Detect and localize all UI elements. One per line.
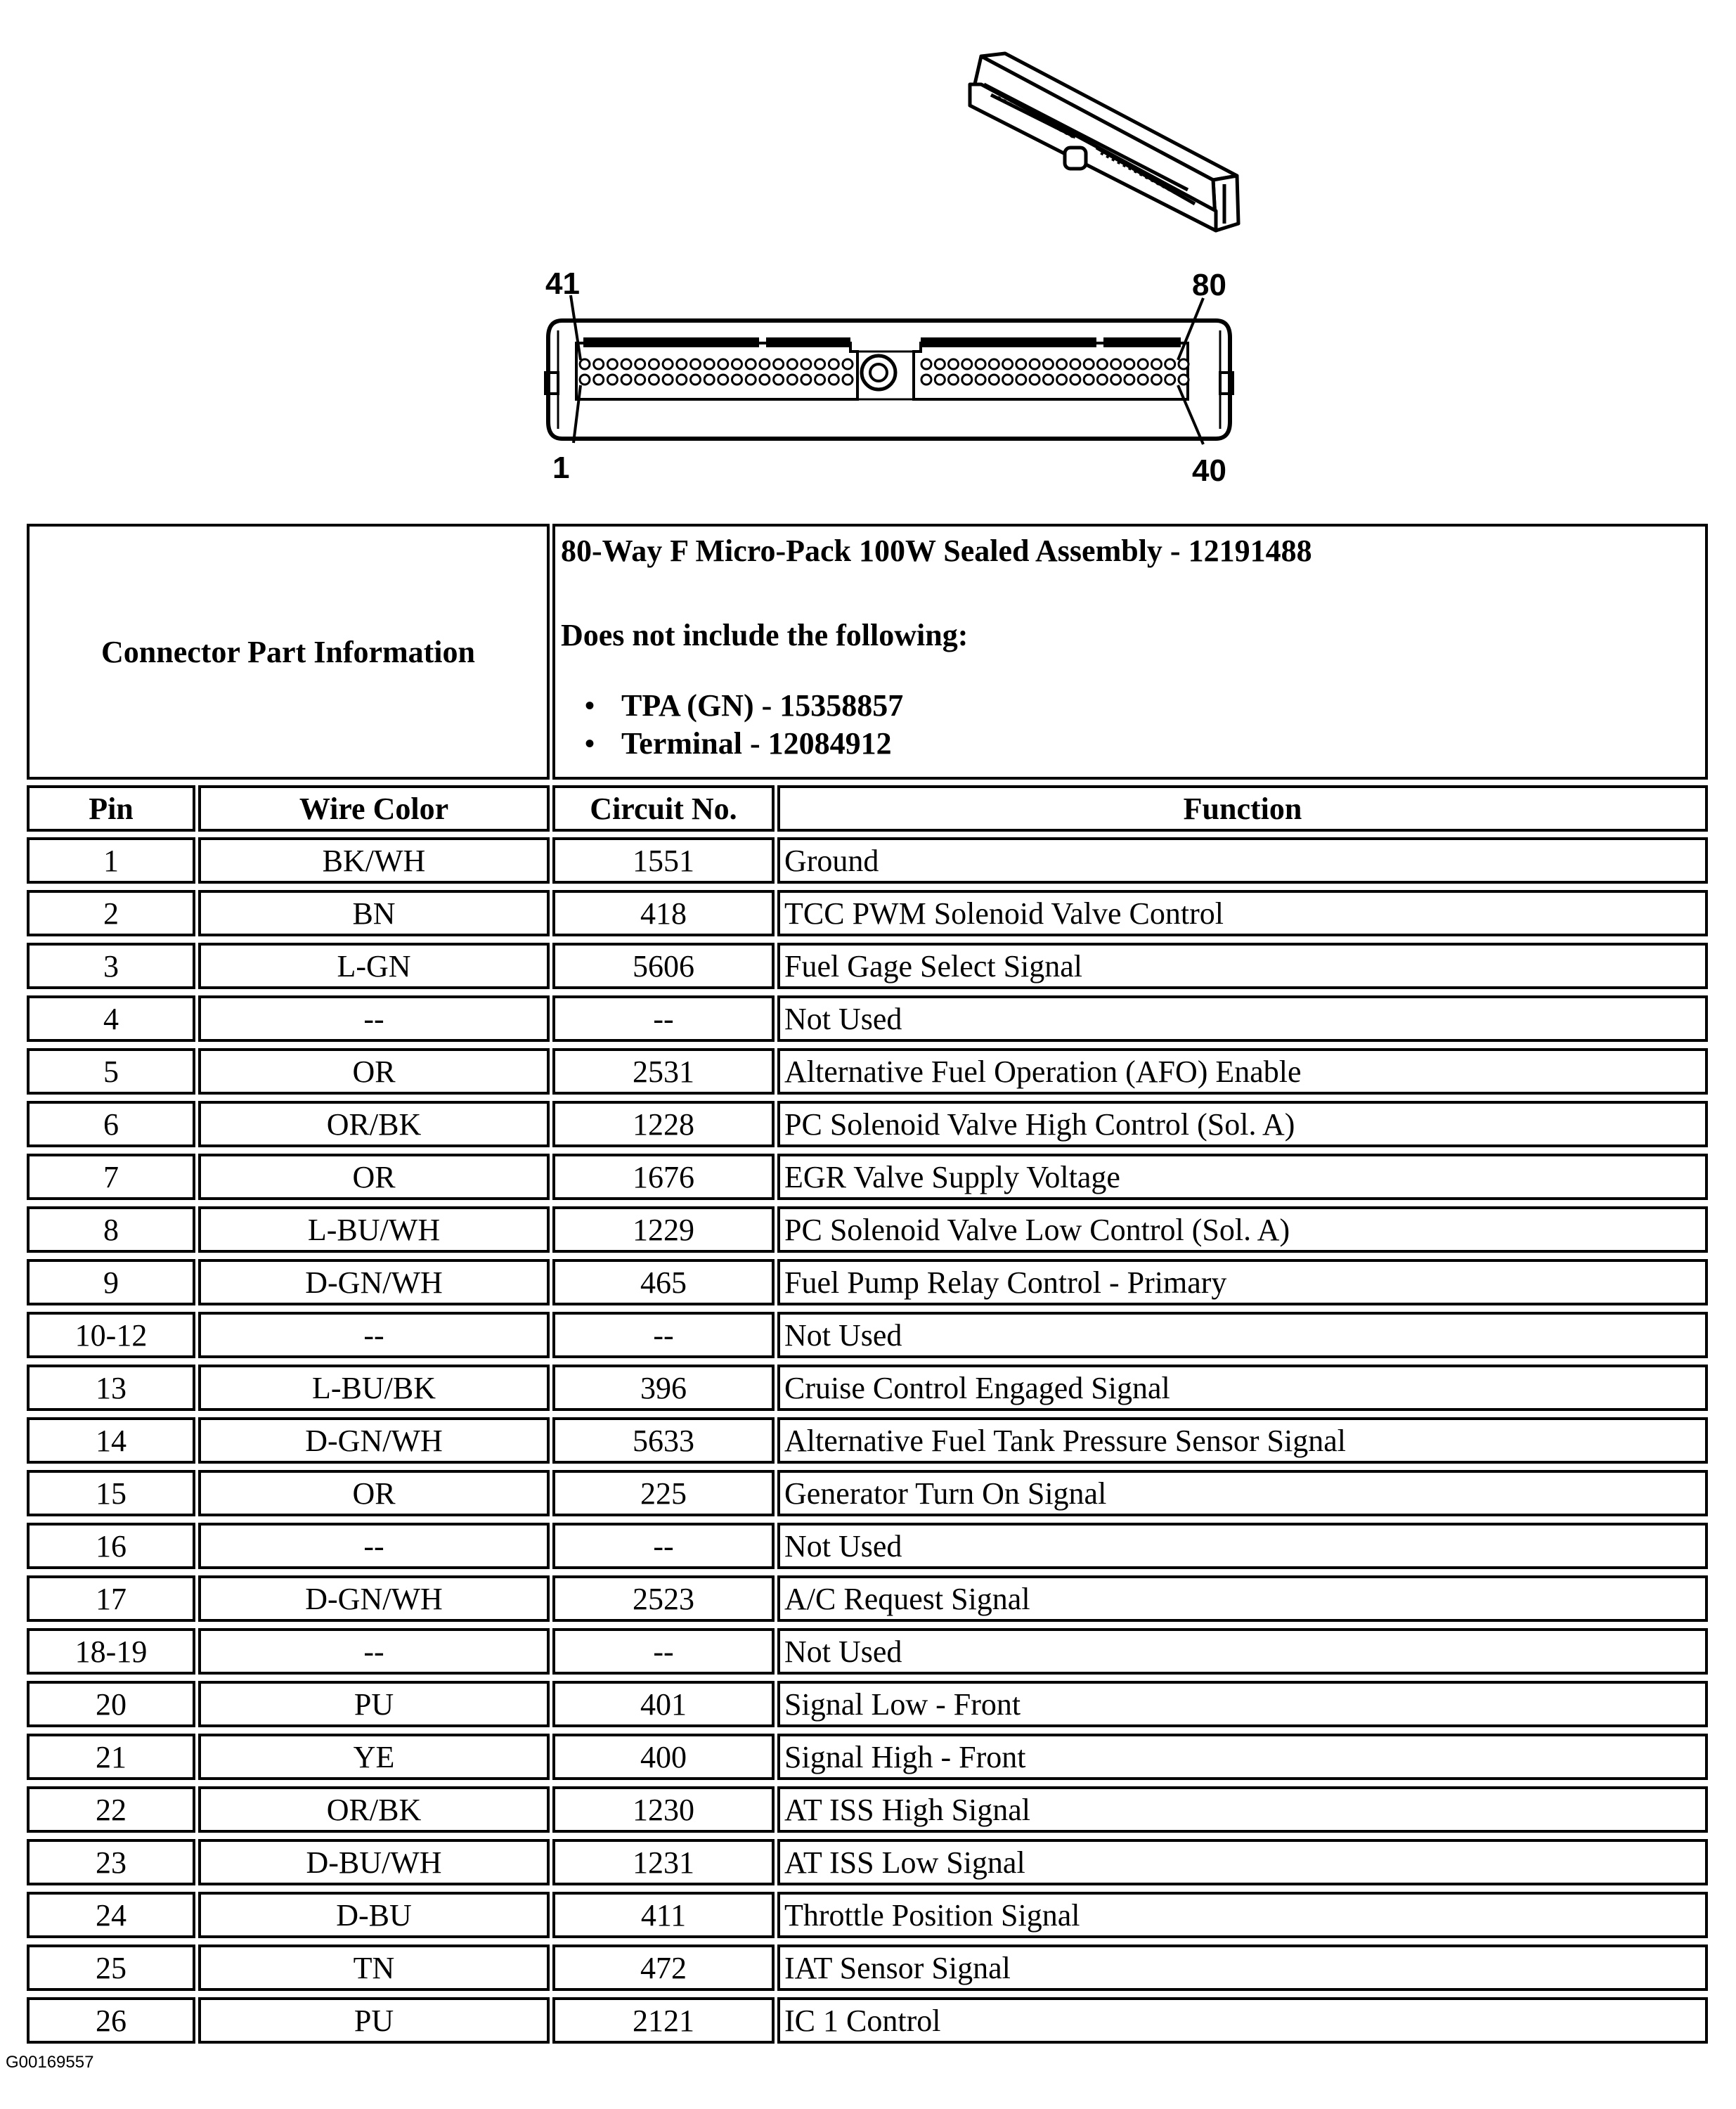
pin-cell: 22 bbox=[27, 1786, 195, 1833]
pin-hole bbox=[962, 359, 972, 369]
function-cell: A/C Request Signal bbox=[777, 1575, 1708, 1622]
function-cell: Fuel Pump Relay Control - Primary bbox=[777, 1259, 1708, 1305]
wire-color-cell: D-BU bbox=[198, 1892, 550, 1938]
circuit-cell: 2121 bbox=[552, 1997, 775, 2044]
pin-hole bbox=[829, 375, 838, 385]
function-cell: PC Solenoid Valve High Control (Sol. A) bbox=[777, 1101, 1708, 1147]
pin-hole bbox=[1152, 375, 1162, 385]
circuit-cell: 401 bbox=[552, 1681, 775, 1727]
pin-hole bbox=[787, 359, 797, 369]
pin-hole bbox=[1152, 359, 1162, 369]
pin-hole bbox=[774, 359, 784, 369]
wire-color-cell: OR/BK bbox=[198, 1786, 550, 1833]
pin-hole bbox=[1084, 359, 1094, 369]
pin-hole bbox=[691, 375, 701, 385]
function-cell: PC Solenoid Valve Low Control (Sol. A) bbox=[777, 1206, 1708, 1253]
circuit-cell: 225 bbox=[552, 1470, 775, 1516]
pin-hole bbox=[746, 359, 756, 369]
pin-hole bbox=[1030, 375, 1039, 385]
pinout-table bbox=[27, 524, 1708, 2050]
pin-cell: 6 bbox=[27, 1101, 195, 1147]
wire-color-cell: -- bbox=[198, 1628, 550, 1675]
header-wire-color: Wire Color bbox=[198, 785, 550, 832]
function-cell: TCC PWM Solenoid Valve Control bbox=[777, 890, 1708, 936]
circuit-cell: -- bbox=[552, 1628, 775, 1675]
circuit-cell: 5606 bbox=[552, 943, 775, 989]
pin-hole bbox=[677, 375, 687, 385]
pin-hole bbox=[1165, 375, 1175, 385]
pin-cell: 21 bbox=[27, 1734, 195, 1780]
pin-hole bbox=[1016, 375, 1026, 385]
pin-cell: 10-12 bbox=[27, 1312, 195, 1358]
pin-hole bbox=[1179, 375, 1188, 385]
pin-hole bbox=[1043, 375, 1053, 385]
pin-hole bbox=[1097, 359, 1107, 369]
connector-pin-holes bbox=[580, 359, 1188, 385]
pin-hole bbox=[1043, 359, 1053, 369]
function-cell: Throttle Position Signal bbox=[777, 1892, 1708, 1938]
connector-3d-illustration bbox=[970, 53, 1238, 231]
circuit-cell: 465 bbox=[552, 1259, 775, 1305]
pin-cell: 18-19 bbox=[27, 1628, 195, 1675]
pin-hole bbox=[732, 375, 742, 385]
excluded-items-list bbox=[561, 687, 903, 763]
pin-cell: 15 bbox=[27, 1470, 195, 1516]
wire-color-cell: PU bbox=[198, 1681, 550, 1727]
wire-color-cell: OR bbox=[198, 1470, 550, 1516]
function-cell: IC 1 Control bbox=[777, 1997, 1708, 2044]
pin-hole bbox=[594, 359, 604, 369]
circuit-cell: 1231 bbox=[552, 1839, 775, 1885]
circuit-cell: -- bbox=[552, 995, 775, 1042]
function-cell: Ground bbox=[777, 837, 1708, 884]
pin-hole bbox=[607, 375, 617, 385]
pin-hole bbox=[663, 359, 673, 369]
pin-hole bbox=[732, 359, 742, 369]
circuit-cell: 1228 bbox=[552, 1101, 775, 1147]
pin-hole bbox=[704, 375, 714, 385]
wire-color-cell: PU bbox=[198, 1997, 550, 2044]
pin-hole bbox=[921, 359, 931, 369]
pin-hole bbox=[1138, 359, 1148, 369]
circuit-cell: -- bbox=[552, 1312, 775, 1358]
pin-cell: 1 bbox=[27, 837, 195, 884]
pin-hole bbox=[1070, 375, 1080, 385]
pin-hole bbox=[1003, 359, 1013, 369]
circuit-cell: -- bbox=[552, 1523, 775, 1569]
function-cell: Not Used bbox=[777, 995, 1708, 1042]
pin-cell: 4 bbox=[27, 995, 195, 1042]
pin-hole bbox=[580, 375, 590, 385]
function-cell: AT ISS Low Signal bbox=[777, 1839, 1708, 1885]
function-cell: Signal Low - Front bbox=[777, 1681, 1708, 1727]
pin-hole bbox=[1003, 375, 1013, 385]
circuit-cell: 396 bbox=[552, 1365, 775, 1411]
pin-hole bbox=[921, 375, 931, 385]
pin-hole bbox=[607, 359, 617, 369]
pin-label-41: 41 bbox=[545, 266, 580, 301]
pin-hole bbox=[1070, 359, 1080, 369]
pin-hole bbox=[989, 359, 999, 369]
pin-label-1: 1 bbox=[552, 451, 570, 485]
pin-cell: 5 bbox=[27, 1048, 195, 1095]
pin-hole bbox=[829, 359, 838, 369]
pin-label-40: 40 bbox=[1192, 453, 1226, 488]
pin-hole bbox=[801, 359, 811, 369]
pin-hole bbox=[949, 359, 959, 369]
pin-cell: 23 bbox=[27, 1839, 195, 1885]
function-cell: Generator Turn On Signal bbox=[777, 1470, 1708, 1516]
pin-cell: 20 bbox=[27, 1681, 195, 1727]
connector-info-value bbox=[552, 524, 1708, 780]
pin-hole bbox=[1111, 359, 1121, 369]
wire-color-cell: L-BU/BK bbox=[198, 1365, 550, 1411]
pin-hole bbox=[1097, 375, 1107, 385]
pin-hole bbox=[1057, 359, 1067, 369]
function-cell: Cruise Control Engaged Signal bbox=[777, 1365, 1708, 1411]
function-cell: Signal High - Front bbox=[777, 1734, 1708, 1780]
pin-cell: 26 bbox=[27, 1997, 195, 2044]
connector-latch-bars bbox=[583, 337, 1181, 347]
header-circuit-no: Circuit No. bbox=[552, 785, 775, 832]
wire-color-cell: D-GN/WH bbox=[198, 1417, 550, 1464]
pin-hole bbox=[949, 375, 959, 385]
circuit-cell: 411 bbox=[552, 1892, 775, 1938]
circuit-cell: 2523 bbox=[552, 1575, 775, 1622]
pin-hole bbox=[1179, 359, 1188, 369]
pin-cell: 2 bbox=[27, 890, 195, 936]
excluded-item: • TPA (GN) - 15358857 bbox=[621, 687, 903, 725]
wire-color-cell: D-GN/WH bbox=[198, 1575, 550, 1622]
excluded-item: • Terminal - 12084912 bbox=[621, 725, 903, 763]
pin-hole bbox=[677, 359, 687, 369]
pin-hole bbox=[691, 359, 701, 369]
pin-hole bbox=[760, 359, 770, 369]
pin-hole bbox=[935, 375, 945, 385]
pin-hole bbox=[815, 359, 825, 369]
pin-hole bbox=[718, 359, 728, 369]
function-cell: Not Used bbox=[777, 1628, 1708, 1675]
wire-color-cell: D-BU/WH bbox=[198, 1839, 550, 1885]
figure-code: G00169557 bbox=[6, 2053, 94, 2072]
connector-info-label: Connector Part Information bbox=[27, 524, 550, 780]
circuit-cell: 2531 bbox=[552, 1048, 775, 1095]
connector-diagram bbox=[0, 0, 1736, 520]
wire-color-cell: BN bbox=[198, 890, 550, 936]
circuit-cell: 1676 bbox=[552, 1154, 775, 1200]
pin-cell: 16 bbox=[27, 1523, 195, 1569]
pin-hole bbox=[649, 359, 659, 369]
function-cell: Not Used bbox=[777, 1312, 1708, 1358]
pin-hole bbox=[663, 375, 673, 385]
circuit-cell: 1230 bbox=[552, 1786, 775, 1833]
pin-hole bbox=[1030, 359, 1039, 369]
wire-color-cell: TN bbox=[198, 1944, 550, 1991]
pin-hole bbox=[962, 375, 972, 385]
pin-hole bbox=[801, 375, 811, 385]
pin-hole bbox=[594, 375, 604, 385]
wire-color-cell: OR bbox=[198, 1154, 550, 1200]
circuit-cell: 472 bbox=[552, 1944, 775, 1991]
pin-hole bbox=[843, 375, 853, 385]
function-cell: Not Used bbox=[777, 1523, 1708, 1569]
pin-hole bbox=[718, 375, 728, 385]
function-cell: Fuel Gage Select Signal bbox=[777, 943, 1708, 989]
pin-cell: 25 bbox=[27, 1944, 195, 1991]
header-function: Function bbox=[777, 785, 1708, 832]
pin-cell: 7 bbox=[27, 1154, 195, 1200]
pin-hole bbox=[989, 375, 999, 385]
function-cell: IAT Sensor Signal bbox=[777, 1944, 1708, 1991]
pin-hole bbox=[1084, 375, 1094, 385]
pin-hole bbox=[704, 359, 714, 369]
wire-color-cell: OR/BK bbox=[198, 1101, 550, 1147]
wire-color-cell: YE bbox=[198, 1734, 550, 1780]
pin-hole bbox=[1111, 375, 1121, 385]
pin-hole bbox=[1165, 359, 1175, 369]
wire-color-cell: -- bbox=[198, 1523, 550, 1569]
wire-color-cell: OR bbox=[198, 1048, 550, 1095]
pin-cell: 13 bbox=[27, 1365, 195, 1411]
pin-cell: 24 bbox=[27, 1892, 195, 1938]
function-cell: Alternative Fuel Operation (AFO) Enable bbox=[777, 1048, 1708, 1095]
pin-hole bbox=[635, 375, 645, 385]
pin-cell: 8 bbox=[27, 1206, 195, 1253]
wire-color-cell: -- bbox=[198, 995, 550, 1042]
pin-hole bbox=[935, 359, 945, 369]
pin-hole bbox=[760, 375, 770, 385]
header-pin: Pin bbox=[27, 785, 195, 832]
pin-hole bbox=[635, 359, 645, 369]
pin-hole bbox=[976, 375, 985, 385]
pin-hole bbox=[815, 375, 825, 385]
wire-color-cell: D-GN/WH bbox=[198, 1259, 550, 1305]
wire-color-cell: -- bbox=[198, 1312, 550, 1358]
wire-color-cell: L-GN bbox=[198, 943, 550, 989]
assembly-name: 80-Way F Micro-Pack 100W Sealed Assembly - 12191488 bbox=[561, 534, 1312, 568]
pin-hole bbox=[1125, 375, 1134, 385]
circuit-cell: 418 bbox=[552, 890, 775, 936]
pin-hole bbox=[774, 375, 784, 385]
pin-cell: 3 bbox=[27, 943, 195, 989]
circuit-cell: 5633 bbox=[552, 1417, 775, 1464]
circuit-cell: 1229 bbox=[552, 1206, 775, 1253]
pin-hole bbox=[580, 359, 590, 369]
pin-hole bbox=[649, 375, 659, 385]
circuit-cell: 400 bbox=[552, 1734, 775, 1780]
pin-cell: 17 bbox=[27, 1575, 195, 1622]
pin-hole bbox=[746, 375, 756, 385]
function-cell: AT ISS High Signal bbox=[777, 1786, 1708, 1833]
circuit-cell: 1551 bbox=[552, 837, 775, 884]
pin-hole bbox=[1125, 359, 1134, 369]
pin-cell: 14 bbox=[27, 1417, 195, 1464]
pin-hole bbox=[843, 359, 853, 369]
pin-label-80: 80 bbox=[1192, 268, 1226, 302]
pin-hole bbox=[621, 375, 631, 385]
pin-cell: 9 bbox=[27, 1259, 195, 1305]
function-cell: EGR Valve Supply Voltage bbox=[777, 1154, 1708, 1200]
pin-hole bbox=[787, 375, 797, 385]
pin-hole bbox=[621, 359, 631, 369]
pin-hole bbox=[1016, 359, 1026, 369]
wire-color-cell: L-BU/WH bbox=[198, 1206, 550, 1253]
pin-hole bbox=[1138, 375, 1148, 385]
function-cell: Alternative Fuel Tank Pressure Sensor Signal bbox=[777, 1417, 1708, 1464]
pin-hole bbox=[976, 359, 985, 369]
pin-hole bbox=[1057, 375, 1067, 385]
excludes-heading: Does not include the following: bbox=[561, 618, 969, 652]
wire-color-cell: BK/WH bbox=[198, 837, 550, 884]
